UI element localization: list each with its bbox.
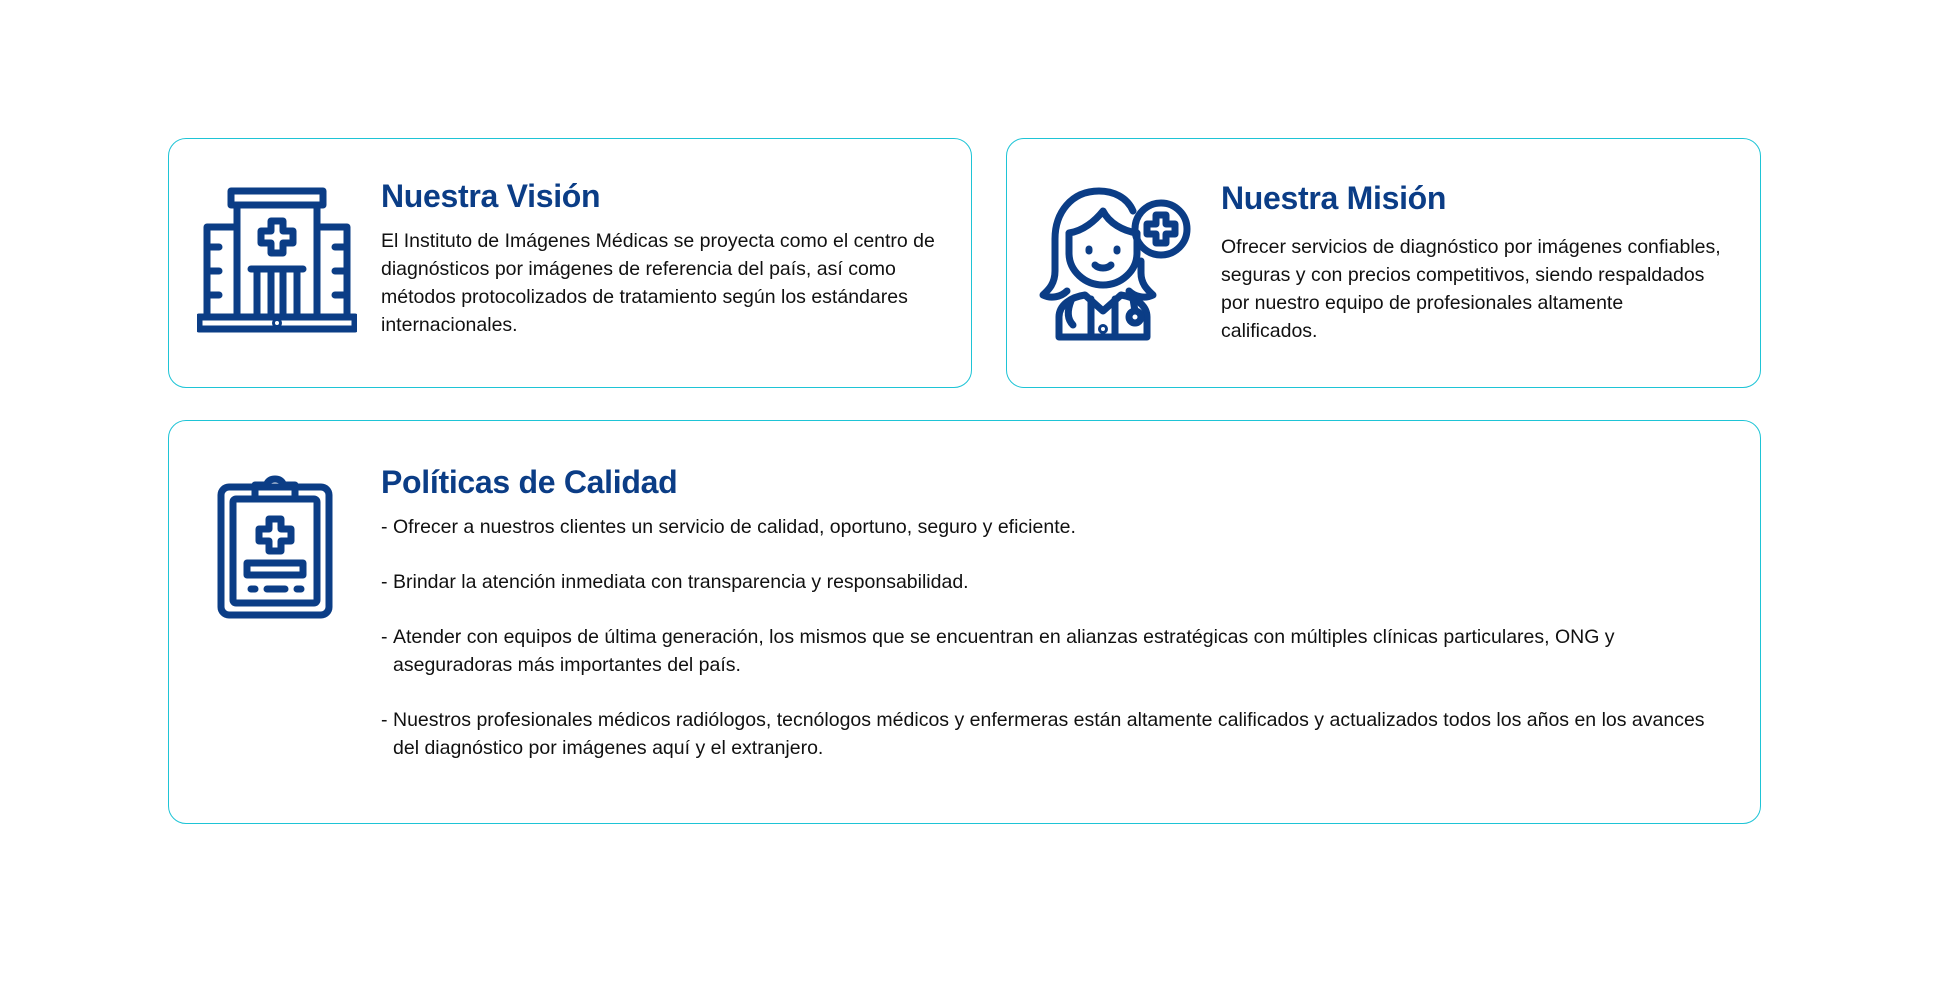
clipboard-medical-icon: [215, 471, 335, 621]
mission-title: Nuestra Misión: [1221, 180, 1447, 216]
hospital-building-icon: [197, 187, 357, 335]
policy-item: - Ofrecer a nuestros clientes un servicio de calidad, oportuno, seguro y eficiente.: [381, 513, 1721, 541]
policy-item: - Atender con equipos de última generación, los mismos que se encuentran en alianzas estratégicas con múltiples clínicas particulares, ONG y aseguradoras más importantes del país.: [381, 623, 1721, 679]
vision-title: Nuestra Visión: [381, 178, 601, 214]
vision-text: El Instituto de Imágenes Médicas se proyecta como el centro de diagnósticos por imágenes de referencia del país, así como métodos protocolizados de tratamiento según los estándares internacionales.: [381, 230, 935, 336]
quality-policies-card: [168, 420, 1761, 824]
mission-text: Ofrecer servicios de diagnóstico por imágenes confiables, seguras y con precios competitivos, siendo respaldados por nuestro equipo de profesionales altamente calificados.: [1221, 236, 1721, 342]
policy-item: - Nuestros profesionales médicos radiólogos, tecnólogos médicos y enfermeras están altamente calificados y actualizados todos los años en los avances del diagnóstico por imágenes aquí y el extranjero.: [381, 706, 1721, 762]
policy-item: - Brindar la atención inmediata con transparencia y responsabilidad.: [381, 568, 1721, 596]
mission-card: [1006, 138, 1761, 388]
quality-policies-list: [381, 513, 1721, 789]
vision-card: [168, 138, 972, 388]
quality-title: Políticas de Calidad: [381, 464, 678, 500]
doctor-woman-icon: [1037, 181, 1197, 341]
